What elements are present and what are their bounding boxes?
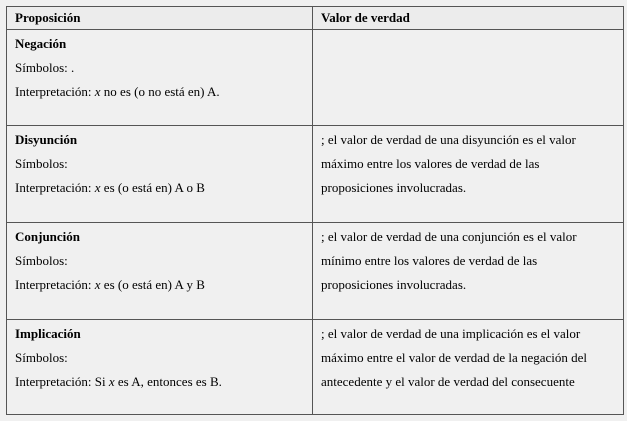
- truth-value-cell: [313, 223, 624, 320]
- truth-line: antecedente y el valor de verdad del consecuente: [321, 374, 575, 389]
- symbols-label: Símbolos:: [15, 156, 68, 171]
- symbols-label: Símbolos:: [15, 253, 68, 268]
- truth-line: mínimo entre los valores de verdad de las: [321, 253, 538, 268]
- interpretation-text: Interpretación: x no es (o no está en) A.: [15, 84, 220, 99]
- truth-line: proposiciones involucradas.: [321, 180, 467, 195]
- truth-line: ; el valor de verdad de una conjunción es el valor: [321, 229, 577, 244]
- proposition-name: Implicación: [15, 326, 81, 341]
- truth-value-cell: [313, 30, 624, 126]
- header-proposicion: Proposición: [7, 7, 313, 30]
- proposition-cell: [7, 223, 313, 320]
- interpretation-text: Interpretación: x es (o está en) A o B: [15, 180, 205, 195]
- table-row-implicacion: [7, 320, 624, 415]
- truth-line: proposiciones involucradas.: [321, 277, 467, 292]
- propositions-table: [6, 6, 624, 415]
- truth-line: ; el valor de verdad de una implicación es el valor: [321, 326, 581, 341]
- truth-line: ; el valor de verdad de una disyunción es el valor: [321, 132, 576, 147]
- truth-line: máximo entre los valores de verdad de las: [321, 156, 540, 171]
- proposition-cell: [7, 320, 313, 415]
- interpretation-text: Interpretación: x es (o está en) A y B: [15, 277, 205, 292]
- proposition-name: Disyunción: [15, 132, 78, 147]
- truth-line: máximo entre el valor de verdad de la negación del: [321, 350, 588, 365]
- truth-value-cell: [313, 126, 624, 223]
- proposition-cell: [7, 30, 313, 126]
- symbols-label: Símbolos:: [15, 350, 68, 365]
- interpretation-text: Interpretación: Si x es A, entonces es B.: [15, 374, 222, 389]
- symbols-label: Símbolos: .: [15, 60, 75, 75]
- table-row-disyuncion: [7, 126, 624, 223]
- proposition-name: Conjunción: [15, 229, 81, 244]
- table-header-row: [7, 7, 624, 30]
- proposition-name: Negación: [15, 36, 67, 51]
- truth-value-cell: [313, 320, 624, 415]
- table-row-negacion: [7, 30, 624, 126]
- header-valor-de-verdad: Valor de verdad: [313, 7, 624, 30]
- proposition-cell: [7, 126, 313, 223]
- table-row-conjuncion: [7, 223, 624, 320]
